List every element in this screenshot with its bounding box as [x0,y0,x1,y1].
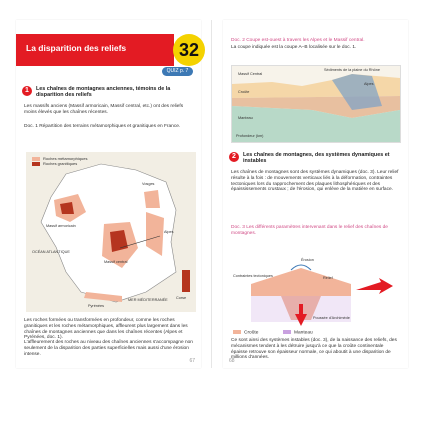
map-label-alpes: Alpes [164,230,174,234]
doc2-label-depth: Profondeur (km) [236,134,264,138]
legend-label-manteau: Manteau [294,330,313,336]
doc3-caption: Doc. 3 Les différents paramètres intervenant dans le relief des chaînes de montagnes. [231,225,388,236]
doc2-label-sediments: Sédiments de la plaine du Rhône [324,68,380,72]
map-label-central: Massif central [104,260,128,264]
quiz-pill[interactable]: QUIZ p. 7 [162,67,193,76]
legend-label-metamorphic: Roches métamorphiques [43,156,88,161]
doc2-caption: Doc. 2 Coupe est-ouest à travers les Alpes et le Massif central. [231,38,365,43]
relief-diagram [231,256,399,326]
doc2-label-alpes: Alpes [364,82,374,86]
map-label-vosges: Vosges [142,182,155,186]
body-text-2: L'affleurement des roches au niveau des chaînes anciennes s'accompagne non seulement de la disparition des parties superficielles mais aussi d'une érosion intense. [24,340,193,357]
doc2-label-croute: Croûte [238,90,250,94]
doc3-label-contraintes: Contraintes tectoniques [233,274,273,278]
chapter-title: La disparition des reliefs [26,43,127,53]
body-text-1: Les roches formées ou transformées en profondeur, comme les roches granitiques et les roches métamorphiques, affleurent plus largement dans les chaînes de montagnes anciennes que dans les chaînes récentes (Alpes et Pyrénées, doc. 1). [24,318,188,341]
left-page [16,20,201,368]
legend-label-granitic: Roches granitiques [43,161,78,166]
doc2-label-manteau: Manteau [238,116,253,120]
map-label-mer: MER MÉDITERRANÉE [128,298,168,302]
legend-swatch-croute [233,330,241,334]
map-label-corse: Corse [176,296,187,300]
corse-area [182,270,190,292]
right-page [223,20,408,368]
section-title-2: Les chaînes de montagnes, des systèmes dynamiques et instables [243,152,390,165]
book-gutter [211,20,212,368]
page-number-right: 68 [229,358,235,364]
armoricain-granite [60,202,74,214]
doc2-label-central: Massif Central [238,72,263,76]
doc3-label-erosion: Érosion [301,258,314,262]
chapter-number-badge: 32 [173,34,205,66]
doc3-legend-manteau [283,330,313,336]
map-label-pyrenees: Pyrénées [88,304,105,308]
vosges-area [144,190,160,208]
cross-section-diagram [231,65,401,143]
page-number-left: 67 [189,358,195,364]
doc2-sub: La coupe indiquée est la coupe A–B localisée sur le doc. 1. [231,45,357,50]
doc1-caption: Doc. 1 Répartition des terrains métamorphiques et granitiques en France. [24,124,181,129]
section-number-2: 2 [229,152,239,162]
doc3-label-archimede: Poussée d'Archimède [313,316,350,320]
map-label-armoricain: Massif armoricain [46,224,76,228]
map-label-ocean: OCÉAN ATLANTIQUE [32,250,70,254]
doc3-legend-croute [233,330,258,336]
section-text-2: Les chaînes de montagnes sont des systèmes dynamiques (doc. 3). Leur relief résulte à la fois : de mouvements verticaux liés à la déformation, contraintes tectoniques lors du rapprochement des plaques lithosphériques et des épaississements crustaux ; de l'érosion, qui enlève de la matière en surface. [231,170,399,193]
legend-label-croute: Croûte [244,330,259,336]
chapter-banner [16,34,174,66]
cross-section-svg [232,66,400,142]
legend-swatch-manteau [283,330,291,334]
france-map [26,152,196,312]
section-title-1: Les chaînes de montagnes anciennes, témoins de la disparition des reliefs [36,86,171,99]
doc3-label-relief: Relief [323,276,333,280]
body-text-3: Ce sont ainsi des systèmes instables (doc. 3), de la naissance des reliefs, des mécanismes tendent à les détruire jusqu'à ce que la croûte continentale épaisse retrouve son épaisseur normale, ce qui aboutit à une disparition de millions d'années. [231,338,397,361]
section-number-1: 1 [22,86,32,96]
section-text-1: Les massifs anciens (Massif armoricain, Massif central, etc.) ont des reliefs moins élevés que les chaînes récentes. [24,104,184,115]
